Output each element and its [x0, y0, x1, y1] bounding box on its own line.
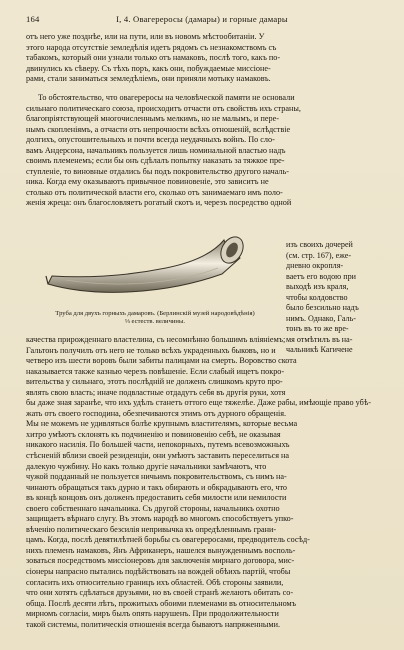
horn-trumpet-illustration	[26, 228, 286, 310]
running-title: I, 4. Овагереросы (дамары) и горные дамары	[116, 14, 288, 24]
text-line: тонъ въ то же вре-	[286, 324, 349, 334]
text-line: четверо изъ шести воровъ были забиты палицами на смерть. Воровство скота	[26, 356, 297, 366]
running-head	[26, 14, 378, 26]
horn-trumpet-figure	[26, 228, 286, 338]
text-line: ника. Когда ему оказываютъ привычное повиновеніе, это зависитъ не	[26, 177, 269, 187]
text-line: отъ него уже позднѣе, или на пути, или въ новомъ мѣстообитаніи. У	[26, 32, 265, 41]
text-line: долгихъ, опустошительныхъ и почти всегда неудачныхъ войнъ. По сло-	[26, 135, 275, 145]
text-line: ваетъ его водою при	[286, 271, 356, 281]
text-line: двинулись къ сѣверу. Съ тѣхъ поръ, какъ они, побуждаемые миссіоне-	[26, 63, 271, 73]
paragraph-2-top	[26, 93, 376, 209]
caption-line: ⅓ естеств. величины.	[124, 318, 186, 325]
text-line: согласить ихъ относительно границъ ихъ областей. Обѣ стороны заявили,	[26, 577, 284, 587]
text-line: сильнаго политическаго союза, происходитъ отчасти отъ свойствъ ихъ страны,	[26, 103, 301, 113]
text-line: зоваться посредствомъ миссіонеровъ для заключенія мирнаго договора, мис-	[26, 556, 295, 566]
text-line: чужой подданный не пользуется ничьимъ покровительствомъ, съ нимъ на-	[26, 472, 287, 482]
text-line: наказывается также казнью черезъ повѣшеніе. Если слабый ищетъ покро-	[26, 366, 285, 376]
text-line: нимъ. Однако, Галь-	[286, 313, 356, 323]
text-line: То обстоятельство, что овагереросы на человѣческой памяти не основали	[38, 93, 295, 102]
page-number: 164	[26, 14, 40, 24]
text-line: защищаетъ вѣрнаго слугу. Въ этомъ народѣ во многомъ способствуетъ упко-	[26, 514, 294, 524]
text-line: столько отъ политической власти его, сколько отъ занимаемаго имъ поло-	[26, 187, 283, 197]
text-line: вительства у сильнаго, этотъ послѣдній не долженъ слишкомъ круто про-	[26, 377, 283, 387]
text-line: дневно окропля-	[286, 261, 344, 271]
text-line: изъ своихъ дочерей	[286, 240, 353, 249]
text-line: такой системы, политическія отношенія всегда бываютъ напряженными.	[26, 619, 281, 629]
text-line: чальникѣ Кагичене	[286, 345, 353, 355]
text-line: мирномъ согласіи, миръ былъ опять нарушенъ. При продолжительности	[26, 609, 279, 619]
text-line: стѣсненій вблизи своей резиденціи, они умѣютъ заставить переселиться на	[26, 451, 290, 461]
text-line: вѣченію политическаго безсилія непривычка къ опредѣленнымъ грани-	[26, 524, 277, 534]
text-line: нихъ племенъ намаковъ, Янъ Африканеръ, нашелся вынужденнымъ восполь-	[26, 545, 296, 555]
text-line: обща. Послѣ десяти лѣтъ, прожитыхъ обоими племенами въ относительномъ	[26, 598, 296, 608]
text-line: своимъ племенемъ; если бы онъ сдѣлалъ попытку наказать за тяжкое пре-	[26, 156, 285, 166]
text-line: въ концѣ концовъ онъ долженъ предоставить себя милости или немилости	[26, 493, 287, 503]
text-line: вамъ Андерсона, начальникъ пользуется лишь номинальной властью надъ	[26, 145, 286, 155]
text-line: что они хотятъ сдѣлаться друзьями, но въ своей странѣ желаютъ обитать со-	[26, 588, 294, 598]
text-line: выходѣ изъ краля,	[286, 282, 349, 292]
text-line: было безсильно надъ	[286, 303, 359, 313]
text-line: чтобы колдовство	[286, 292, 348, 302]
text-line: своего собственнаго начальника. Съ другой стороны, начальникъ охотно	[26, 503, 280, 513]
text-line: Гальтонъ получилъ отъ него не только всѣхъ украденныхъ быковъ, но и	[26, 345, 276, 355]
text-line: рами, стали заниматься земледѣліемъ, они приняли мотыку намаковъ.	[26, 74, 271, 84]
text-line: далекую чужбину. Но какъ только другіе начальники замѣчаютъ, что	[26, 461, 267, 471]
text-line: хитро умѣютъ склонять къ подчиненію и повиновенію себѣ, не оказывая	[26, 429, 281, 439]
text-line: этого народа отсутствіе земледѣлія идетъ рядомъ съ незнакомствомъ съ	[26, 42, 277, 52]
figure-caption	[30, 310, 280, 326]
text-line: Мы не можемъ не удивляться болѣе крупнымъ властителямъ, которые весьма	[26, 419, 298, 429]
text-line: (см. стр. 167), еже-	[286, 250, 352, 260]
text-line: цамъ. Когда, послѣ девятилѣтней борьбы съ овагереросами, предводитель сосѣд-	[26, 535, 310, 545]
text-line: никакого насилія. По большей части, непокорныхъ, путемъ всевозможныхъ	[26, 440, 290, 450]
paragraph-1	[26, 32, 376, 85]
caption-line: Труба для двухъ горныхъ дамаровъ. (Берлинскій музей народовѣдѣнія)	[55, 310, 255, 317]
text-line: бы даже зная заранѣе, что ихъ удѣлъ станетъ оттого еще тяжелѣе. Даже рабы, имѣющіе право убѣ-	[26, 398, 371, 408]
text-line: сіонеры напрасно пытались подѣйствовать на вождей обѣихъ партій, чтобы	[26, 567, 291, 577]
text-line: женія жреца: онъ благословляетъ рогатый скотъ и, черезъ посредство одной	[26, 198, 292, 208]
text-line: жать отъ своего господина, обезпечиваются этимъ отъ дурного обращенія.	[26, 408, 287, 418]
text-line: мя отмѣтилъ въ на-	[286, 334, 353, 344]
paragraph-2-bottom	[26, 335, 376, 630]
text-line: чинаютъ обращаться такъ дурно и такъ обирають и обкрадываютъ его, что	[26, 482, 288, 492]
text-line: качества прирожденнаго властелина, съ несомнѣнно большимъ вліяніемъ;	[26, 335, 286, 344]
text-line: благопріятствующей многочисленнымъ мелкимъ, но не малымъ, и пере-	[26, 114, 279, 124]
text-line: являть свою власть; иначе подвластные отдадутъ себя въ другія руки, хотя	[26, 387, 286, 397]
text-line: табакомъ, который они узнали только отъ намаковъ, послѣ того, какъ по-	[26, 53, 281, 63]
text-line: ступленіе, то виновные отдались бы подъ покровительство другого началь-	[26, 166, 289, 176]
text-line: нымъ скопленіямъ, а отчасти отъ непрочности всѣхъ отношеній, вслѣдствіе	[26, 124, 291, 134]
